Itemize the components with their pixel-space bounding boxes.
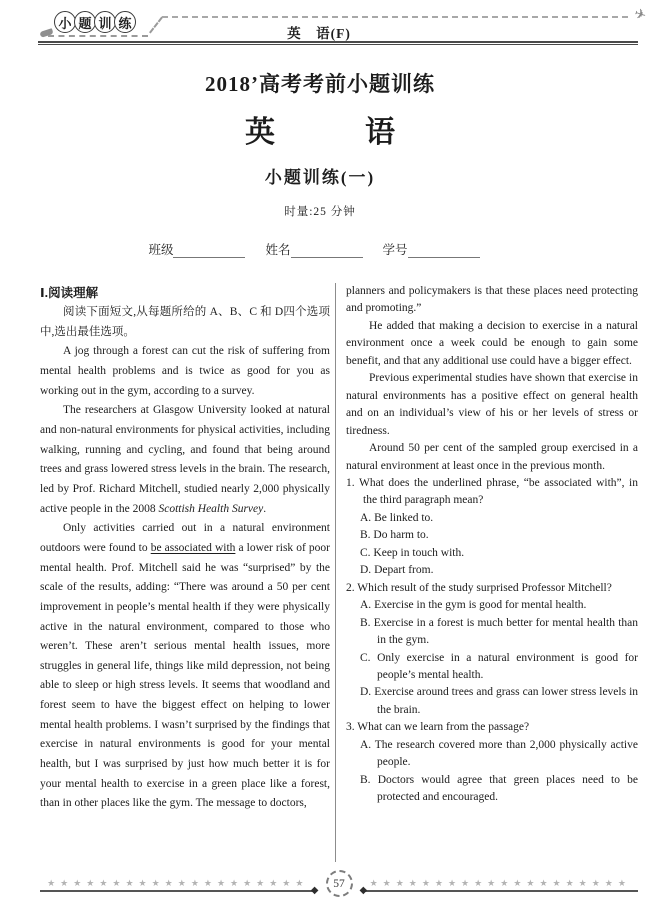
passage-paragraph-4: He added that making a decision to exercise in a natural environment once a week could be enough to gain some benefit, and that any additional use could have a bigger effect. bbox=[346, 319, 638, 367]
footer-star-rule-left bbox=[40, 876, 319, 896]
paper-plane-icon: ✈ bbox=[632, 6, 649, 25]
option-label: B. bbox=[360, 529, 371, 542]
student-info-row bbox=[0, 240, 628, 258]
page-body bbox=[40, 283, 638, 862]
passage-paragraph-5: Previous experimental studies have shown that exercise in natural environments has a positive effect on general health and on an individual’s view of his or her levels of stress or tiredness. bbox=[346, 372, 638, 437]
option-label: D. bbox=[360, 564, 372, 577]
question-1-option-b bbox=[346, 527, 638, 544]
question-1 bbox=[346, 475, 638, 510]
option-label: A. bbox=[360, 599, 372, 612]
right-column bbox=[346, 283, 638, 862]
column-divider bbox=[335, 283, 336, 862]
section-heading: Ⅰ.阅读理解 bbox=[40, 286, 99, 300]
star-row: ★★★★★★★★★★★★★★★★★★★★ bbox=[47, 877, 309, 888]
passage-paragraph-1: A jog through a forest can cut the risk of suffering from mental health problems and is twice as good for you as working out in the gym, according to a survey. bbox=[40, 345, 330, 397]
passage-paragraph-3 bbox=[40, 519, 330, 814]
option-text: Exercise around trees and grass can lower stress levels in the brain. bbox=[374, 686, 639, 716]
class-label: 班级 bbox=[148, 243, 174, 257]
underlined-phrase: be associated with bbox=[150, 541, 236, 554]
header-subject-label: 英 语(F) bbox=[287, 26, 351, 41]
option-text: Exercise in a forest is much better for mental health than in the gym. bbox=[373, 616, 639, 647]
id-blank-line bbox=[408, 245, 480, 258]
header-double-rule bbox=[38, 41, 638, 45]
logo-char: 训 bbox=[94, 11, 116, 33]
footer-star-rule-right bbox=[359, 876, 639, 896]
question-stem: Which result of the study surprised Professor Mitchell? bbox=[357, 581, 612, 594]
passage-paragraph-2 bbox=[40, 401, 330, 519]
option-label: C. bbox=[360, 651, 371, 664]
question-1-option-c bbox=[346, 545, 638, 562]
page-title: 2018’高考考前小题训练 bbox=[205, 72, 435, 96]
section-instructions: 阅读下面短文,从每题所给的 A、B、C 和 D四个选项中,选出最佳选项。 bbox=[40, 306, 330, 338]
id-field bbox=[383, 240, 480, 258]
exercise-subtitle: 小题训练(一) bbox=[264, 168, 376, 187]
paragraph-text: The researchers at Glasgow University looked at natural and non-natural environments for physical activities, including walking, running and cycling, and found that being around trees and grass lowered stress levels in the brain. The research, led by Prof. Richard Mitchell, studied nearly 2,000 physically active people in the 2008 bbox=[40, 404, 330, 515]
name-field bbox=[265, 240, 362, 258]
passage-paragraph-6: Around 50 per cent of the sampled group exercised in a natural environment at least once in the previous month. bbox=[346, 442, 638, 472]
option-label: C. bbox=[360, 546, 371, 559]
question-2-option-b bbox=[346, 615, 638, 650]
passage-paragraph-3-continued: planners and policymakers is that these places need protecting and promoting.” bbox=[346, 285, 638, 315]
question-1-option-d bbox=[346, 562, 638, 579]
diamond-icon: ◆ bbox=[310, 884, 319, 896]
name-label: 姓名 bbox=[265, 243, 291, 257]
question-2-option-d bbox=[346, 684, 638, 719]
option-text: Only exercise in a natural environment is good for people’s mental health. bbox=[377, 651, 638, 681]
option-text: Do harm to. bbox=[373, 529, 429, 542]
question-stem: What does the underlined phrase, “be associated with”, in the third paragraph mean? bbox=[358, 476, 639, 507]
logo-char: 小 bbox=[54, 11, 76, 33]
question-3-option-a bbox=[346, 737, 638, 772]
question-2 bbox=[346, 580, 638, 597]
class-blank-line bbox=[173, 245, 245, 258]
option-label: A. bbox=[360, 511, 372, 524]
left-column bbox=[40, 283, 330, 862]
question-number: 3. bbox=[346, 721, 355, 734]
question-2-option-a bbox=[346, 597, 638, 614]
question-2-option-c bbox=[346, 650, 638, 685]
question-number: 1. bbox=[346, 476, 355, 489]
option-label: B. bbox=[360, 773, 371, 786]
question-1-option-a bbox=[346, 510, 638, 527]
option-text: Keep in touch with. bbox=[373, 546, 465, 559]
header-dashed-rule bbox=[162, 16, 628, 18]
option-text: Exercise in the gym is good for mental health. bbox=[374, 599, 587, 612]
star-row: ★★★★★★★★★★★★★★★★★★★★ bbox=[369, 877, 631, 888]
paragraph-text: a lower risk of poor mental health. Prof. Mitchell said he was “surprised” by the scale of the results, adding: “There was around a 50 per cent improvement in people’s mental health if they were physically active in the natural environment, compared to those who weren’t. These aren’t serious mental health issues, more struggles in general life, things like mild depression, not being able to sleep or high stress levels. It seems that woodland and forest seem to have the biggest effect on helping to lower mental health problems. I wasn’t surprised by the findings that exercise in natural environments is good for your mental health, but I was surprised by just how much better it is for your mental health to exercise in a green place like a forest, than in other places like the gym. The message to doctors, bbox=[40, 541, 330, 810]
name-blank-line bbox=[291, 245, 363, 258]
class-field bbox=[148, 240, 245, 258]
option-text: Depart from. bbox=[374, 564, 434, 577]
paragraph-text: . bbox=[263, 502, 267, 515]
page-number-badge: 57 bbox=[326, 870, 353, 897]
logo-char: 练 bbox=[114, 11, 136, 33]
option-label: A. bbox=[360, 738, 372, 751]
duration-note: 时量:25 分钟 bbox=[284, 206, 356, 218]
option-label: B. bbox=[360, 616, 371, 629]
question-3-option-b bbox=[346, 772, 638, 807]
survey-title-italic: Scottish Health Survey bbox=[158, 502, 264, 515]
logo-char: 题 bbox=[74, 11, 96, 33]
question-3 bbox=[346, 719, 638, 736]
question-number: 2. bbox=[346, 581, 355, 594]
option-text: Doctors would agree that green places need to be protected and encouraged. bbox=[377, 773, 639, 804]
question-stem: What can we learn from the passage? bbox=[357, 721, 530, 734]
subject-title: 英 语 bbox=[245, 116, 395, 149]
option-text: Be linked to. bbox=[374, 511, 434, 524]
paragraph-text: Only activities carried out in a natural environment outdoors were found to bbox=[40, 522, 330, 554]
id-label: 学号 bbox=[382, 243, 408, 257]
diamond-icon: ◆ bbox=[359, 884, 368, 896]
option-label: D. bbox=[360, 686, 372, 699]
option-text: The research covered more than 2,000 physically active people. bbox=[374, 738, 638, 769]
page-footer bbox=[40, 870, 638, 897]
